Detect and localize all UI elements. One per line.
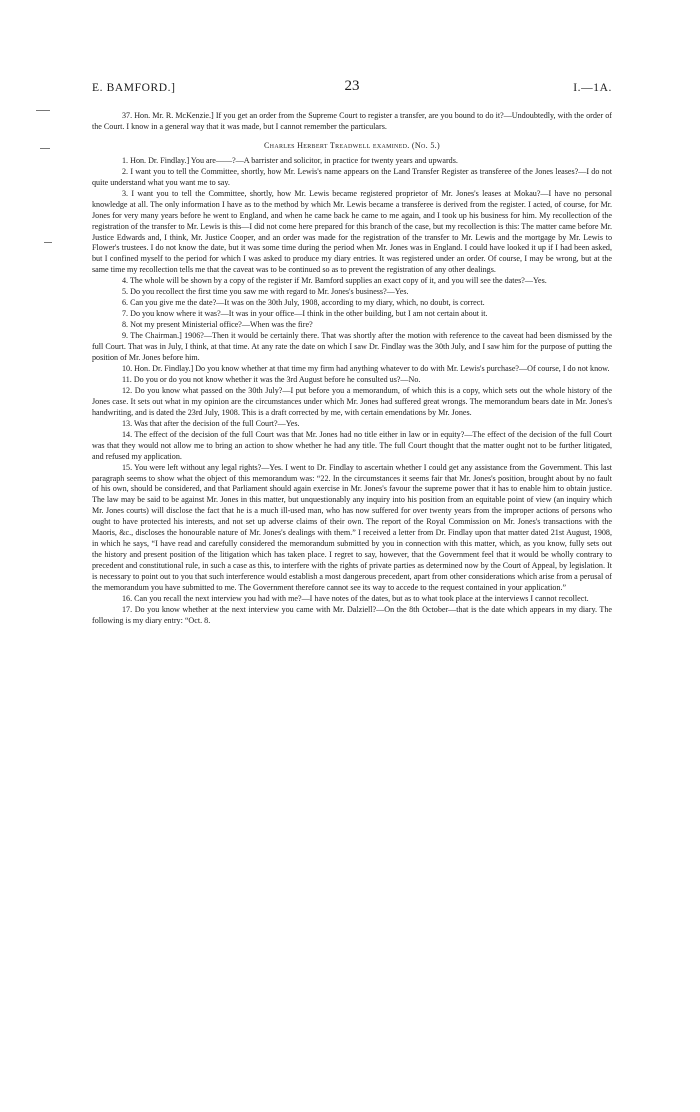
paragraph-q15: 15. You were left without any legal rights?—Yes. I went to Dr. Findlay to ascertain whether I could get any assistance from the Government. This last paragraph seems to show what the object of this memorandum was: “22. In the circumstances it seems fair that Mr. Jones's position, brought about by no fault of his own, should be considered, and that Parliament should again exercise in Mr. Jones's favour the supreme power that it has to enable him to obtain justice. The law may be said to be against Mr. Jones in this matter, but unquestionably any inquiry into his position from an equitable point of view (an inquiry which Mr. Jones courts) will disclose the fact that he is a much ill-used man, who has now suffered for over twenty years from the improper actions of persons who ought to have protected his interests, and not set up adverse claims of their own. The report of the Royal Commission on Mr. Jones's transactions with the Maoris, &c., discloses the honourable nature of Mr. Jones's dealings with them.” I received a letter from Dr. Findlay upon that matter dated 21st August, 1908, in which he says, “I have read and carefully considered the memorandum submitted by you in connection with this matter, which, as you know, fully sets out the history and present position of the litigation which has taken place. I regret to say, however, that the Government feel that it would be wholly contrary to precedent and constitutional rule, in such a case as this, to interfere with the rights of private parties as determined now by the Court of Appeal, by legislation. It is necessary to point out to you that such interference would establish a most dangerous precedent, apart from other considerations which arise from a perusal of the memorandum you have submitted to me. The Government therefore cannot see its way to accede to the request contained in your application.” — [92, 462, 612, 593]
paragraph-q9: 9. The Chairman.] 1906?—Then it would be certainly there. That was shortly after the motion with reference to the caveat had been dismissed by the full Court. That was in July, I think, at that time. At any rate the date on which I saw Dr. Findlay was the 30th July, and I saw him for the purpose of putting the position of Mr. Jones before him. — [92, 331, 612, 363]
paragraph-q17: 17. Do you know whether at the next interview you came with Mr. Dalziell?—On the 8th October—that is the date which appears in my diary. The following is my diary entry: “Oct. 8. — [92, 604, 612, 625]
paragraph-q5: 5. Do you recollect the first time you saw me with regard to Mr. Jones's business?—Yes. — [122, 287, 409, 297]
margin-mark — [40, 148, 50, 149]
paragraph-q16: 16. Can you recall the next interview you had with me?—I have notes of the dates, but as to what took place at the interviews I cannot recollect. — [122, 593, 589, 603]
paragraph-q37: 37. Hon. Mr. R. McKenzie.] If you get an order from the Supreme Court to register a transfer, are you bound to do it?—Undoubtedly, with the order of the Court. I know in a general way that it was made, but I cannot remember the particulars. — [92, 111, 612, 131]
paragraph-q10: 10. Hon. Dr. Findlay.] Do you know whether at that time my firm had anything whatever to do with Mr. Lewis's purchase?—Of course, I do not know. — [122, 363, 610, 373]
paragraph-q13: 13. Was that after the decision of the full Court?—Yes. — [122, 418, 300, 428]
margin-mark — [36, 110, 50, 111]
paragraph-q3: 3. I want you to tell the Committee, shortly, how Mr. Lewis became registered proprietor of Mr. Jones's leases at Mokau?—I have no personal knowledge at all. The only information I have as to the method by which Mr. Lewis became a transferee is derived from the register. I acted, of course, for Mr. Jones for very many years before he went to England, and when he came back he came to me again, and I took up his business for him. My recollection of the registration of the transfer to Mr. Lewis is this—I did not come here prepared for this branch of the case, but my recollection is this: The matter came before Mr. Justice Edwards and, I think, Mr. Justice Cooper, and an order was made for the registration of the transfer to Mr. Lewis and the mortgage by Mr. Lewis to Flower's trustees. I do not know the date, but it was some time during the period when Mr. Jones was in England. I could have looked it up if I had been asked, but I confined myself to the period for which I was asked to produce my diary entries. It was registered under an order. Of course, I may be wrong, but at the same time my recollection tells me that the caveat was to be continued so as to prevent the registration of any other dealings. — [92, 188, 612, 275]
header-paper-ref: I.—1A. — [573, 82, 612, 94]
paragraph-q2: 2. I want you to tell the Committee, shortly, how Mr. Lewis's name appears on the Land Transfer Register as transferee of the Jones leases?—I do not quite understand what you want me to say. — [92, 166, 612, 187]
page-number: 23 — [344, 78, 360, 94]
section-heading: Charles Herbert Treadwell examined. (No. 5.) — [263, 140, 440, 150]
paragraph-q12: 12. Do you know what passed on the 30th July?—I put before you a memorandum, of which this is a copy, which sets out the whole history of the Jones case. It sets out what in my opinion are the circumstances under which Mr. Jones had suffered great wrongs. The memorandum bears date in Mr. Jones's handwriting, and is dated the 23rd July, 1908. This is a draft corrected by me, with certain emendations by Mr. Jones. — [92, 385, 612, 417]
margin-mark — [44, 242, 52, 243]
paragraph-q8: 8. Not my present Ministerial office?—When was the fire? — [122, 320, 313, 330]
paragraph-q4: 4. The whole will be shown by a copy of the register if Mr. Bamford supplies an exact copy of it, and you will see the dates?—Yes. — [122, 276, 547, 286]
header-witness: E. BAMFORD.] — [92, 82, 176, 94]
paragraph-q1: 1. Hon. Dr. Findlay.] You are——?—A barrister and solicitor, in practice for twenty years and upwards. — [122, 155, 458, 165]
document-body — [92, 111, 612, 627]
paragraph-q11: 11. Do you or do you not know whether it was the 3rd August before he consulted us?—No. — [122, 374, 421, 384]
paragraph-q14: 14. The effect of the decision of the full Court was that Mr. Jones had no title either in law or in equity?—The effect of the decision of the full Court was that they would not allow me to bring an action to show whether he had any title. The full Court thought that the matter ought not to be further litigated, and refused my application. — [92, 429, 612, 461]
paragraph-q7: 7. Do you know where it was?—It was in your office—I think in the other building, but I am not certain about it. — [122, 309, 488, 319]
paragraph-q6: 6. Can you give me the date?—It was on the 30th July, 1908, according to my diary, which, no doubt, is correct. — [122, 298, 485, 308]
page-header — [92, 80, 612, 100]
